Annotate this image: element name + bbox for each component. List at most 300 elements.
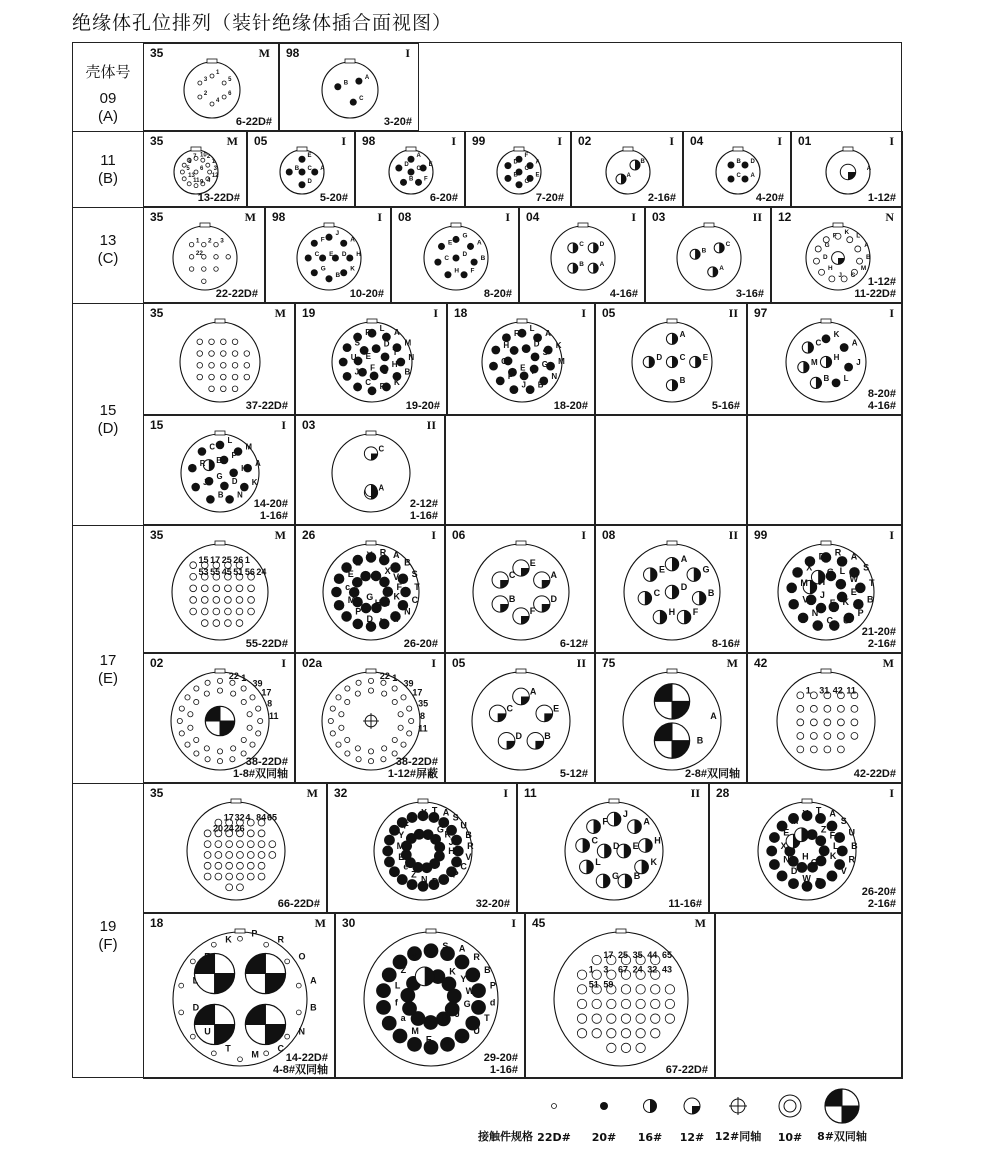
contact-label: J (821, 857, 827, 868)
arrangement-cell[interactable] (571, 131, 683, 207)
contact-label: C (460, 861, 467, 872)
contact-label: 55 (210, 566, 221, 577)
contact-label: 8 (420, 711, 426, 721)
contact-label: P (452, 869, 459, 880)
contact-spec: 2-12# 1-16# (409, 498, 438, 522)
arrangement-cell[interactable] (525, 913, 715, 1079)
empty-cell (595, 415, 747, 525)
contact-label: E (329, 251, 334, 258)
contact-label: 84 (256, 812, 267, 823)
contact-label: E (307, 153, 312, 160)
contact-label: F (602, 816, 608, 827)
contact-label: 1 (195, 237, 200, 245)
contact-label: 4 (216, 98, 220, 104)
contact-label: K (393, 591, 400, 602)
connector-face (472, 669, 570, 770)
legend-title: 接触件规格 (478, 1130, 533, 1143)
arrangement-code: 02a (302, 656, 323, 670)
contact-label: D (307, 178, 312, 185)
contact-label: H (448, 846, 455, 857)
contact-label: X (420, 807, 427, 818)
contact-label: 25 (221, 555, 232, 566)
contact-label: B (707, 588, 715, 599)
connector-face (184, 59, 240, 118)
contact-label: C (365, 377, 371, 387)
contact-label: D (515, 730, 522, 741)
service-rating: M (882, 656, 894, 670)
contact-label: B (217, 490, 224, 500)
contact-label: T (815, 805, 822, 816)
arrangement-cell[interactable] (645, 207, 771, 303)
contact-label: F (524, 153, 529, 160)
contact-spec: 21-20# 2-16# (861, 626, 896, 650)
contact-label: K (650, 856, 657, 867)
contact-spec: 22-22D# (215, 288, 258, 300)
contact-label: D (404, 162, 409, 169)
connector-diagram (446, 654, 596, 784)
contact-label: P (489, 980, 496, 991)
contact-label: C (850, 271, 856, 279)
contact-label: 42 (832, 685, 843, 696)
contact-label: H (654, 835, 661, 846)
contact-label: O (298, 951, 306, 962)
contact-label: R (365, 328, 371, 338)
contact-label: K (829, 850, 837, 861)
service-rating: M (306, 786, 318, 800)
contact-label: E (783, 827, 790, 838)
contact-spec: 66-22D# (277, 898, 320, 910)
arrangement-cell[interactable] (143, 303, 295, 415)
contact-label: 22 (195, 249, 203, 257)
contact-label: D (513, 159, 518, 166)
contact-label: P (857, 607, 864, 618)
contact-label: U (350, 353, 357, 362)
contact-label: R (379, 547, 387, 558)
contact-label: G (366, 592, 374, 603)
arrangement-cell[interactable] (791, 131, 903, 207)
contact-label: U (460, 820, 467, 831)
contact-label: L (227, 435, 233, 445)
contact-label: A (364, 75, 370, 82)
connector-face (173, 929, 307, 1066)
contact-label: B (404, 557, 411, 568)
arrangement-cell[interactable] (247, 131, 355, 207)
contact-label: S (442, 940, 449, 951)
contact-label: 3 (203, 77, 208, 83)
contact-label: N (404, 606, 411, 617)
service-rating: M (274, 306, 286, 320)
contact-label: 11 (418, 723, 428, 734)
connector-diagram (518, 784, 710, 914)
contact-label: D (341, 251, 347, 258)
contact-label: X (384, 565, 391, 576)
contact-label: C (378, 444, 385, 454)
service-rating: I (281, 656, 286, 670)
contact-label: M (411, 1025, 419, 1036)
contact-label: A (458, 943, 466, 954)
arrangement-code: 02 (150, 656, 164, 670)
contact-label: 12 (211, 172, 219, 179)
arrangement-cell[interactable] (709, 783, 903, 913)
contact-label: D (656, 353, 663, 362)
contact-spec: 18-20# (553, 400, 588, 412)
contact-label: D (366, 613, 373, 624)
contact-label: C (209, 442, 216, 452)
contact-label: C (307, 166, 312, 172)
contact-label: V (802, 594, 809, 605)
contact-label: R (277, 934, 285, 945)
arrangement-cell[interactable] (335, 913, 525, 1079)
arrangement-code: 42 (754, 656, 768, 670)
contact-label: C (524, 166, 529, 172)
contact-label: 6 (200, 166, 204, 172)
arrangement-cell[interactable] (747, 525, 903, 653)
contact-label: J (454, 1008, 460, 1019)
connector-diagram (144, 784, 328, 914)
contact-label: 35 (632, 950, 643, 961)
contact-label: J (335, 230, 340, 238)
contact-label: J (838, 271, 842, 279)
contact-label: U (473, 1025, 480, 1036)
contact-label: 3 (220, 237, 224, 245)
service-rating: M (244, 210, 256, 224)
contact-label: C (653, 588, 661, 599)
contact-label: H (391, 360, 398, 370)
arrangement-cell[interactable] (465, 131, 571, 207)
contact-label: A (550, 570, 558, 580)
contact-label: 56 (244, 566, 255, 577)
contact-label: A (320, 166, 325, 172)
contact-label: L (355, 557, 361, 568)
contact-label: F (370, 363, 375, 373)
contact-label: C (591, 835, 598, 846)
contact-label: J (354, 367, 360, 377)
contact-label: D (383, 339, 390, 349)
contact-label: P (815, 876, 822, 887)
arrangement-code: 02 (578, 134, 592, 148)
contact-label: D (680, 582, 688, 592)
contact-label: S (840, 816, 847, 827)
contact-label: B (579, 261, 584, 269)
legend-item (760, 1080, 820, 1150)
arrangement-cell[interactable] (595, 303, 747, 415)
contact-label: Y (366, 550, 373, 561)
connector-face (677, 223, 741, 290)
arrangement-code: 05 (452, 656, 466, 670)
contact-label: 4 (245, 812, 251, 823)
contact-label: P (379, 381, 385, 391)
service-rating: II (576, 656, 586, 670)
contact-label: A (545, 328, 551, 338)
arrangement-code: 08 (602, 528, 616, 542)
contact-spec: 3-16# (735, 288, 764, 300)
contact-label: A (310, 975, 317, 986)
contact-spec: 2-16# (647, 192, 676, 204)
contact-label: W (802, 873, 811, 884)
contact-label: 9 (200, 179, 204, 186)
contact-label: E (529, 558, 536, 568)
contact-label: C (416, 166, 421, 172)
empty-cell (747, 415, 903, 525)
legend-label: 10# (777, 1131, 803, 1144)
contact-label: K (394, 377, 400, 387)
contact-label: G (541, 360, 548, 370)
arrangement-code: 03 (652, 210, 666, 224)
arrangement-cell[interactable] (143, 783, 327, 913)
contact-label: A (416, 153, 421, 160)
service-rating: M (258, 46, 270, 60)
contact-label: S (354, 338, 361, 348)
connector-face (473, 541, 569, 640)
contact-label: d (489, 997, 496, 1008)
contact-label: M (245, 442, 253, 452)
contact-label: P (231, 450, 237, 460)
contact-spec: 67-22D# (665, 1064, 708, 1076)
arrangement-code: 08 (398, 210, 412, 224)
shell-letter-label: (E) (98, 670, 118, 687)
contact-label: 24 (632, 964, 643, 975)
contact-label: 17 (210, 555, 221, 566)
contact-label: S (542, 347, 548, 357)
contact-label: G (524, 178, 530, 185)
contact-label: 44 (647, 950, 658, 961)
contact-label: 2 (208, 237, 212, 245)
contact-label: F (692, 607, 699, 618)
service-rating: I (505, 210, 510, 224)
page-title: 绝缘体孔位排列（装针绝缘体插合面视图） (72, 12, 453, 34)
contact-label: L (411, 812, 417, 823)
contact-label: F (470, 267, 475, 275)
contact-label: B (404, 367, 411, 377)
arrangement-cell[interactable] (279, 43, 419, 131)
arrangement-cell[interactable] (771, 207, 903, 303)
contact-label: W (849, 574, 859, 585)
shell-size-label: 19 (99, 918, 117, 935)
arrangement-cell[interactable] (747, 303, 903, 415)
service-rating: I (431, 528, 436, 542)
contact-label: 11 (193, 177, 200, 184)
arrangement-code: 03 (302, 418, 316, 432)
service-rating: I (777, 134, 782, 148)
contact-label: A (394, 328, 400, 338)
contact-label: A (350, 236, 355, 244)
contact-label: C (508, 570, 516, 580)
contact-label: B (480, 255, 486, 263)
contact-spec: 7-20# (535, 192, 564, 204)
service-rating: II (426, 418, 436, 432)
contact-label: M (860, 265, 867, 273)
connector-diagram (748, 654, 904, 784)
contact-label: F (829, 598, 836, 609)
service-rating: N (885, 210, 894, 224)
contact-label: C (736, 173, 741, 180)
contact-label: 53 (198, 566, 209, 577)
contact-label: E (658, 564, 665, 575)
contact-label: 59 (603, 979, 614, 990)
arrangement-cell[interactable] (747, 653, 903, 783)
arrangement-cell[interactable] (517, 783, 709, 913)
contact-label: 51 (588, 979, 599, 990)
contact-label: A (750, 173, 755, 180)
shell-size-header: 壳体号 (85, 64, 131, 81)
contact-label: R (848, 854, 855, 865)
contact-label: K (225, 934, 232, 945)
shell-letter-label: (B) (98, 170, 118, 187)
contact-label: C (506, 703, 514, 714)
contact-label: M (558, 357, 565, 367)
connector-diagram (596, 654, 748, 784)
contact-label: 13 (188, 172, 195, 179)
contact-label: A (866, 166, 872, 172)
contact-spec: 6-20# (429, 192, 458, 204)
contact-label: C (277, 1043, 285, 1054)
service-rating: I (503, 786, 508, 800)
service-rating: I (889, 134, 894, 148)
contact-label: T (414, 582, 420, 592)
arrangement-cell[interactable] (595, 525, 747, 653)
contact-label: c (345, 582, 351, 592)
contact-label: B (310, 1002, 317, 1013)
contact-label: a (400, 1013, 406, 1024)
arrangement-cell[interactable] (143, 525, 295, 653)
contact-label: F (424, 176, 428, 183)
contact-label: A (850, 551, 858, 562)
contact-label: E (553, 703, 560, 714)
arrangement-code: 06 (452, 528, 466, 542)
arrangement-cell[interactable] (295, 303, 447, 415)
empty-cell (445, 415, 595, 525)
service-rating: I (889, 786, 894, 800)
contact-label: B (696, 735, 704, 746)
contact-label: f (394, 997, 398, 1008)
contact-label: E (428, 162, 433, 169)
contact-spec: 5-20# (319, 192, 348, 204)
contact-label: D (790, 865, 798, 876)
arrangement-cell[interactable] (143, 207, 265, 303)
contact-label: H (454, 267, 460, 275)
contact-label: G (320, 265, 326, 273)
contact-spec: 29-20# 1-16# (483, 1052, 518, 1076)
contact-label: K (555, 341, 562, 351)
arrangement-cell[interactable] (143, 131, 247, 207)
legend-symbol (760, 1080, 820, 1130)
contact-label: T (225, 1043, 231, 1054)
contact-label: B (679, 376, 686, 386)
service-rating: I (581, 306, 586, 320)
arrangement-code: 19 (302, 306, 316, 320)
contact-label: 17 (412, 687, 423, 698)
arrangement-code: 18 (150, 916, 164, 930)
contact-label: C (359, 96, 364, 103)
contact-label: A (476, 239, 482, 247)
contact-label: B (294, 166, 300, 172)
contact-label: E (425, 1034, 432, 1045)
contact-label: B (343, 80, 349, 87)
arrangement-code: 35 (150, 134, 164, 148)
legend-label: 16# (637, 1131, 663, 1144)
contact-label: H (668, 607, 676, 618)
arrangement-cell[interactable] (683, 131, 791, 207)
legend-item (812, 1080, 872, 1150)
shell-size-label: 17 (99, 652, 117, 669)
contact-label: 22 (228, 670, 239, 681)
contact-label: 11 (846, 685, 856, 696)
arrangement-code: 99 (754, 528, 768, 542)
arrangement-cell[interactable] (295, 525, 445, 653)
service-rating: M (274, 528, 286, 542)
contact-label: B (633, 870, 641, 881)
arrangement-cell[interactable] (445, 653, 595, 783)
contact-label: B (736, 158, 741, 165)
contact-label: A (626, 173, 631, 180)
connector-face (716, 147, 760, 194)
contact-label: S (452, 812, 459, 823)
contact-label: G (381, 366, 388, 376)
contact-label: A (719, 264, 724, 272)
contact-label: F (531, 366, 537, 376)
arrangement-cell[interactable] (295, 415, 445, 525)
contact-label: 1 (211, 159, 216, 166)
service-rating: I (511, 916, 516, 930)
contact-label: E (204, 951, 211, 962)
contact-spec: 32-20# (475, 898, 510, 910)
contact-label: Z (411, 869, 417, 880)
contact-label: 1 (392, 672, 398, 683)
arrangement-cell[interactable] (519, 207, 645, 303)
arrangement-cell[interactable] (265, 207, 391, 303)
contact-label: B (408, 176, 414, 183)
contact-label: Y (398, 830, 405, 841)
service-rating: II (728, 528, 738, 542)
arrangement-code: 04 (690, 134, 704, 148)
contact-label: 24 (223, 823, 234, 834)
arrangement-cell[interactable] (143, 415, 295, 525)
contact-label: G (824, 241, 830, 249)
contact-label: B (513, 172, 518, 179)
arrangement-cell[interactable] (143, 653, 295, 783)
contact-label: Z (820, 824, 827, 835)
contact-label: N (783, 854, 790, 865)
shell-size-label: 15 (99, 402, 117, 419)
service-rating: I (889, 528, 894, 542)
contact-label: P (251, 928, 258, 939)
contact-label: 15 (198, 555, 209, 566)
arrangement-cell[interactable] (447, 303, 595, 415)
contact-label: H (503, 341, 510, 351)
contact-label: M (790, 816, 799, 827)
arrangement-code: 98 (362, 134, 376, 148)
arrangement-cell[interactable] (391, 207, 519, 303)
service-rating: M (314, 916, 326, 930)
arrangement-cell[interactable] (355, 131, 465, 207)
contact-label: 8 (188, 159, 192, 166)
arrangement-cell[interactable] (143, 43, 279, 131)
arrangement-cell[interactable] (445, 525, 595, 653)
arrangement-cell[interactable] (295, 653, 445, 783)
contact-label: B (544, 730, 551, 741)
contact-label: 4 (206, 177, 211, 184)
contact-spec: 1-12# (867, 192, 896, 204)
contact-label: J (203, 478, 208, 488)
arrangement-cell[interactable] (595, 653, 747, 783)
contact-label: 25 (618, 950, 629, 961)
arrangement-cell[interactable] (327, 783, 517, 913)
contact-label: B (640, 158, 645, 165)
shell-letter-label: (F) (98, 936, 118, 953)
connector-diagram (328, 784, 518, 914)
contact-label: 11 (269, 711, 279, 721)
arrangement-cell[interactable] (143, 913, 335, 1079)
